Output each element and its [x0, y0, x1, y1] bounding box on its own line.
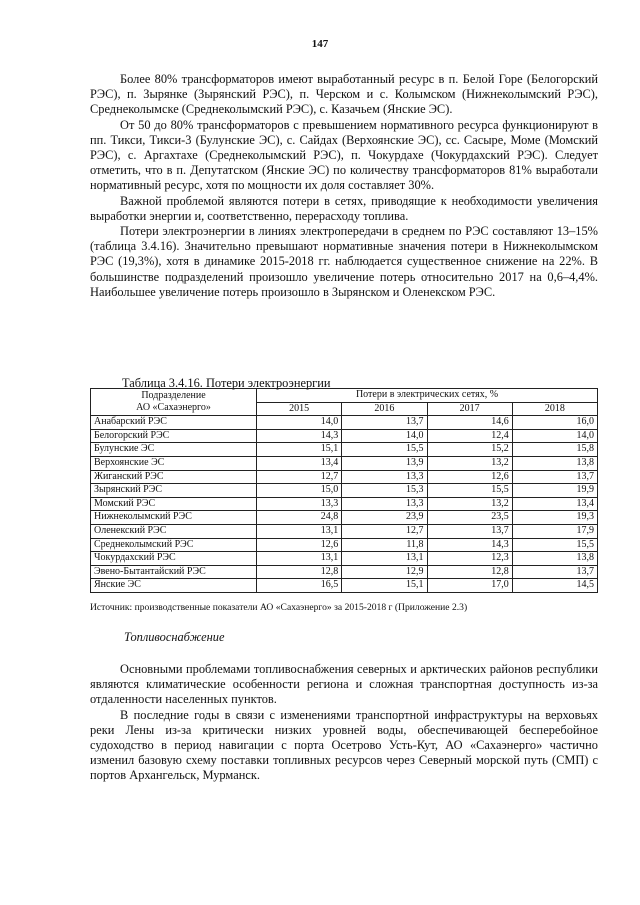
loss-value-cell: 12,8	[257, 565, 342, 579]
paragraph: От 50 до 80% трансформаторов с превышением нормативного ресурса функционируют в пп. Тикси, Тикси-3 (Булунские ЭС), с. Сайдах (Верхоянские ЭС), сс. Сасыре, Моме (Момский РЭС), с. Аргахтахе (Среднеколымский РЭС), п. Чокурдахе (Чокурдахский РЭС). Следует отметить, что в п. Депутатском (Янские ЭС) по количеству трансформаторов 81% выработали нормативный ресурс, хотя по мощности их доля составляет 30%.	[90, 117, 598, 193]
unit-column-header	[91, 389, 257, 416]
losses-table	[90, 388, 598, 593]
loss-value-cell: 13,4	[512, 497, 597, 511]
loss-value-cell: 13,7	[427, 524, 512, 538]
page-number: 147	[311, 38, 329, 50]
table-header-row	[91, 389, 598, 403]
year-header: 2018	[512, 402, 597, 416]
unit-name-cell: Верхоянские ЭС	[91, 456, 257, 470]
unit-name-cell: Среднеколымский РЭС	[91, 538, 257, 552]
loss-value-cell: 19,3	[512, 511, 597, 525]
unit-header-line2: АО «Сахаэнерго»	[136, 402, 211, 414]
loss-value-cell: 15,1	[257, 443, 342, 457]
loss-value-cell: 13,2	[427, 456, 512, 470]
table-row	[91, 524, 598, 538]
paragraph: Потери электроэнергии в линиях электропередачи в среднем по РЭС составляют 13–15% (таблица 3.4.16). Значительно превышают нормативные значения потери в Нижнеколымском РЭС (19,3%), хотя в динамике 2015-2018 гг. наблюдается существенное снижение на 22%. В большинстве подразделений произошло увеличение потерь относительно 2017 на 0,6–4,4%. Наибольшее увеличение потерь произошло в Зырянском и Оленекском РЭС.	[90, 224, 598, 299]
loss-value-cell: 12,8	[427, 565, 512, 579]
losses-group-header: Потери в электрических сетях, %	[257, 389, 598, 403]
loss-value-cell: 14,6	[427, 416, 512, 430]
year-header: 2017	[427, 402, 512, 416]
paragraph: Более 80% трансформаторов имеют выработанный ресурс в п. Белой Горе (Белогорский РЭС), п. Зырянке (Зырянский РЭС), п. Черском и с. Колымском (Нижнеколымский РЭС), Среднеколымске (Среднеколымский РЭС), с. Казачьем (Янские ЭС).	[90, 72, 598, 117]
table-row	[91, 484, 598, 498]
body-text-bottom	[90, 662, 598, 784]
loss-value-cell: 12,7	[257, 470, 342, 484]
loss-value-cell: 16,5	[257, 579, 342, 593]
loss-value-cell: 14,0	[342, 429, 427, 443]
loss-value-cell: 13,3	[342, 470, 427, 484]
loss-value-cell: 13,7	[512, 470, 597, 484]
loss-value-cell: 24,8	[257, 511, 342, 525]
table-row	[91, 579, 598, 593]
loss-value-cell: 13,7	[512, 565, 597, 579]
loss-value-cell: 14,5	[512, 579, 597, 593]
loss-value-cell: 16,0	[512, 416, 597, 430]
loss-value-cell: 14,3	[427, 538, 512, 552]
loss-value-cell: 15,5	[342, 443, 427, 457]
year-header: 2016	[342, 402, 427, 416]
loss-value-cell: 15,2	[427, 443, 512, 457]
loss-value-cell: 15,3	[342, 484, 427, 498]
table-row	[91, 511, 598, 525]
loss-value-cell: 13,1	[342, 552, 427, 566]
unit-name-cell: Зырянский РЭС	[91, 484, 257, 498]
loss-value-cell: 13,3	[257, 497, 342, 511]
loss-value-cell: 17,9	[512, 524, 597, 538]
loss-value-cell: 12,3	[427, 552, 512, 566]
loss-value-cell: 14,3	[257, 429, 342, 443]
unit-name-cell: Эвено-Бытантайский РЭС	[91, 565, 257, 579]
loss-value-cell: 12,9	[342, 565, 427, 579]
section-heading: Топливоснабжение	[124, 630, 225, 644]
loss-value-cell: 15,1	[342, 579, 427, 593]
unit-name-cell: Белогорский РЭС	[91, 429, 257, 443]
loss-value-cell: 13,7	[342, 416, 427, 430]
loss-value-cell: 13,3	[342, 497, 427, 511]
table-source-note: Источник: производственные показатели АО «Сахаэнерго» за 2015-2018 г (Приложение 2.3)	[90, 602, 468, 613]
loss-value-cell: 23,5	[427, 511, 512, 525]
unit-name-cell: Момский РЭС	[91, 497, 257, 511]
paragraph: Важной проблемой являются потери в сетях, приводящие к необходимости увеличения выработки энергии и, соответственно, перерасходу топлива.	[90, 193, 598, 223]
loss-value-cell: 17,0	[427, 579, 512, 593]
loss-value-cell: 15,8	[512, 443, 597, 457]
loss-value-cell: 15,5	[512, 538, 597, 552]
table-row	[91, 552, 598, 566]
loss-value-cell: 14,0	[512, 429, 597, 443]
unit-name-cell: Анабарский РЭС	[91, 416, 257, 430]
loss-value-cell: 13,1	[257, 524, 342, 538]
table-row	[91, 429, 598, 443]
unit-name-cell: Жиганский РЭС	[91, 470, 257, 484]
table-row	[91, 456, 598, 470]
loss-value-cell: 12,7	[342, 524, 427, 538]
loss-value-cell: 13,8	[512, 552, 597, 566]
year-header: 2015	[257, 402, 342, 416]
loss-value-cell: 13,8	[512, 456, 597, 470]
loss-value-cell: 23,9	[342, 511, 427, 525]
unit-name-cell: Булунские ЭС	[91, 443, 257, 457]
table-row	[91, 497, 598, 511]
loss-value-cell: 19,9	[512, 484, 597, 498]
losses-table-container	[90, 388, 598, 593]
loss-value-cell: 14,0	[257, 416, 342, 430]
table-caption: Таблица 3.4.16. Потери электроэнергии	[122, 376, 331, 390]
loss-value-cell: 13,2	[427, 497, 512, 511]
unit-header-line1: Подразделение	[141, 389, 206, 401]
loss-value-cell: 12,6	[427, 470, 512, 484]
loss-value-cell: 13,9	[342, 456, 427, 470]
unit-name-cell: Янские ЭС	[91, 579, 257, 593]
table-row	[91, 565, 598, 579]
paragraph: В последние годы в связи с изменениями транспортной инфраструктуры на верховьях реки Лены из-за критически низких уровней воды, обеспечивающей бесперебойное судоходство в период навигации с порта Осетрово Усть-Кут, АО «Сахаэнерго» частично изменил базовую схему поставки топливных ресурсов через Северный морской путь (СМП) с портов Архангельск, Мурманск.	[90, 707, 598, 783]
table-row	[91, 538, 598, 552]
unit-name-cell: Чокурдахский РЭС	[91, 552, 257, 566]
unit-name-cell: Нижнеколымский РЭС	[91, 511, 257, 525]
loss-value-cell: 15,0	[257, 484, 342, 498]
body-text-top	[90, 72, 598, 300]
loss-value-cell: 11,8	[342, 538, 427, 552]
paragraph: Основными проблемами топливоснабжения северных и арктических районов республики являются климатические особенности региона и сложная транспортная доступность из-за отдаленности населенных пунктов.	[90, 662, 598, 707]
table-row	[91, 470, 598, 484]
loss-value-cell: 12,6	[257, 538, 342, 552]
loss-value-cell: 13,4	[257, 456, 342, 470]
loss-value-cell: 12,4	[427, 429, 512, 443]
unit-name-cell: Оленекский РЭС	[91, 524, 257, 538]
table-row	[91, 416, 598, 430]
table-row	[91, 443, 598, 457]
loss-value-cell: 15,5	[427, 484, 512, 498]
loss-value-cell: 13,1	[257, 552, 342, 566]
